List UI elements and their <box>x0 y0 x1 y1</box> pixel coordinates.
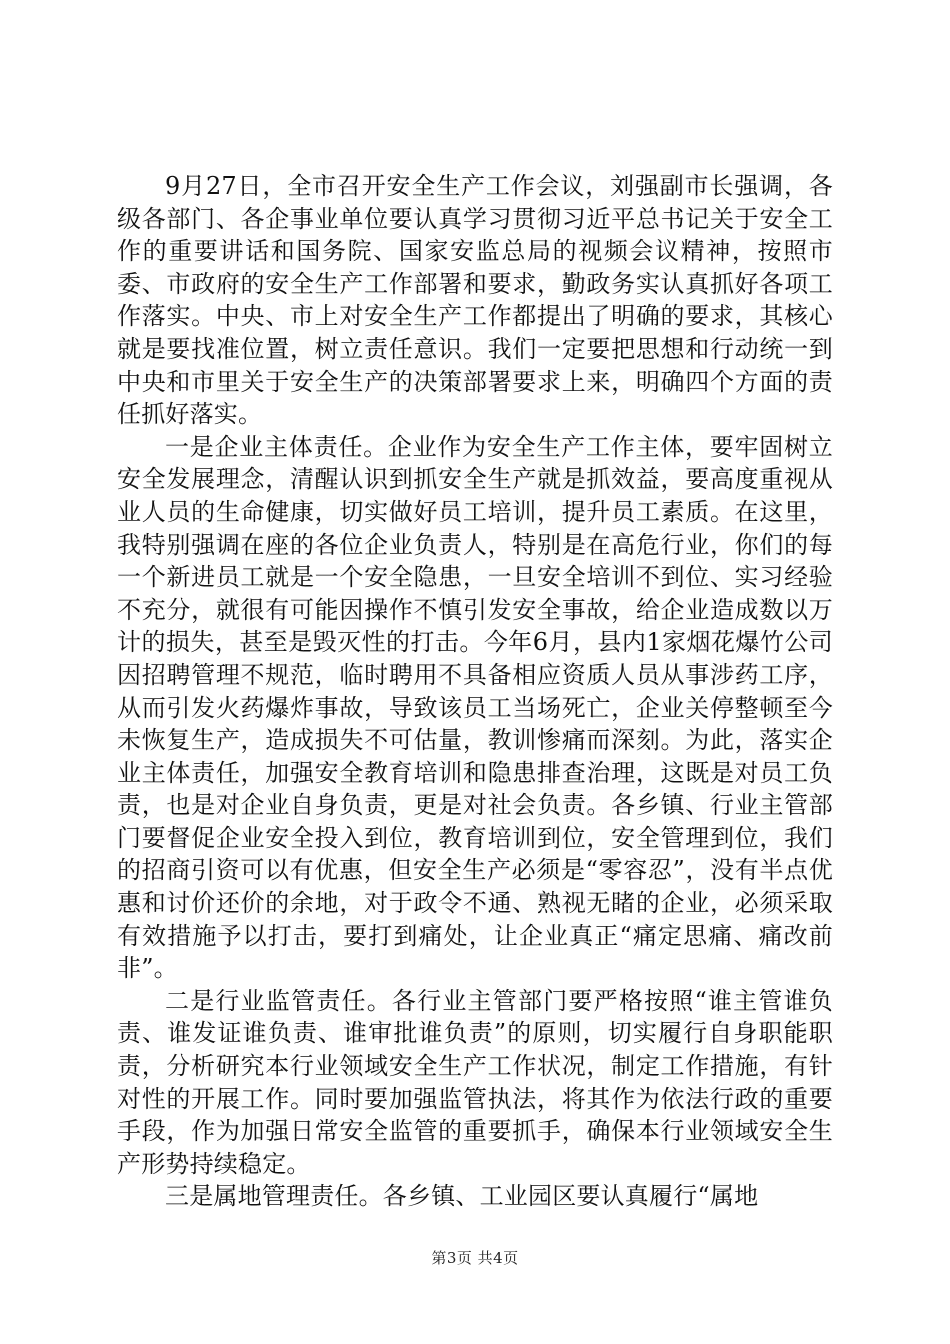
paragraph-territorial-management: 三是属地管理责任。各乡镇、工业园区要认真履行“属地 <box>165 1182 759 1211</box>
document-body <box>117 170 833 1213</box>
paragraph-enterprise-responsibility: 一是企业主体责任。企业作为安全生产工作主体，要牢固树立安全发展理念，清醒认识到抓安全生产就是抓效益，要高度重视从业人员的生命健康，切实做好员工培训，提升员工素质。在这里，我特别强调在座的各位企业负责人，特别是在高危行业，你们的每一个新进员工就是一个安全隐患，一旦安全培训不到位、实习经验不充分，就很有可能因操作不慎引发安全事故，给企业造成数以万计的损失，甚至是毁灭性的打击。今年6月，县内1家烟花爆竹公司因招聘管理不规范，临时聘用不具备相应资质人员从事涉药工序，从而引发火药爆炸事故，导致该员工当场死亡，企业关停整顿至今未恢复生产，造成损失不可估量，教训惨痛而深刻。为此，落实企业主体责任，加强安全教育培训和隐患排查治理，这既是对员工负责，也是对企业自身负责，更是对社会负责。各乡镇、行业主管部门要督促企业安全投入到位，教育培训到位，安全管理到位，我们的招商引资可以有优惠，但安全生产必须是“零容忍”，没有半点优惠和讨价还价的余地，对于政令不通、熟视无睹的企业，必须采取有效措施予以打击，要打到痛处，让企业真正“痛定思痛、痛改前非”。 <box>117 432 833 983</box>
paragraph-intro: 9月27日，全市召开安全生产工作会议，刘强副市长强调，各级各部门、各企事业单位要认真学习贯彻习近平总书记关于安全工作的重要讲话和国务院、国家安监总局的视频会议精神，按照市委、市政府的安全生产工作部署和要求，勤政务实认真抓好各项工作落实。中央、市上对安全生产工作都提出了明确的要求，其核心就是要找准位置，树立责任意识。我们一定要把思想和行动统一到中央和市里关于安全生产的决策部署要求上来，明确四个方面的责任抓好落实。 <box>117 172 833 429</box>
page-footer: 第3页 共4页 <box>431 1249 519 1267</box>
paragraph-industry-supervision: 二是行业监管责任。各行业主管部门要严格按照“谁主管谁负责、谁发证谁负责、谁审批谁负责”的原则，切实履行自身职能职责，分析研究本行业领域安全生产工作状况，制定工作措施，有针对性的开展工作。同时要加强监管执法，将其作为依法行政的重要手段，作为加强日常安全监管的重要抓手，确保本行业领域安全生产形势持续稳定。 <box>117 986 833 1178</box>
